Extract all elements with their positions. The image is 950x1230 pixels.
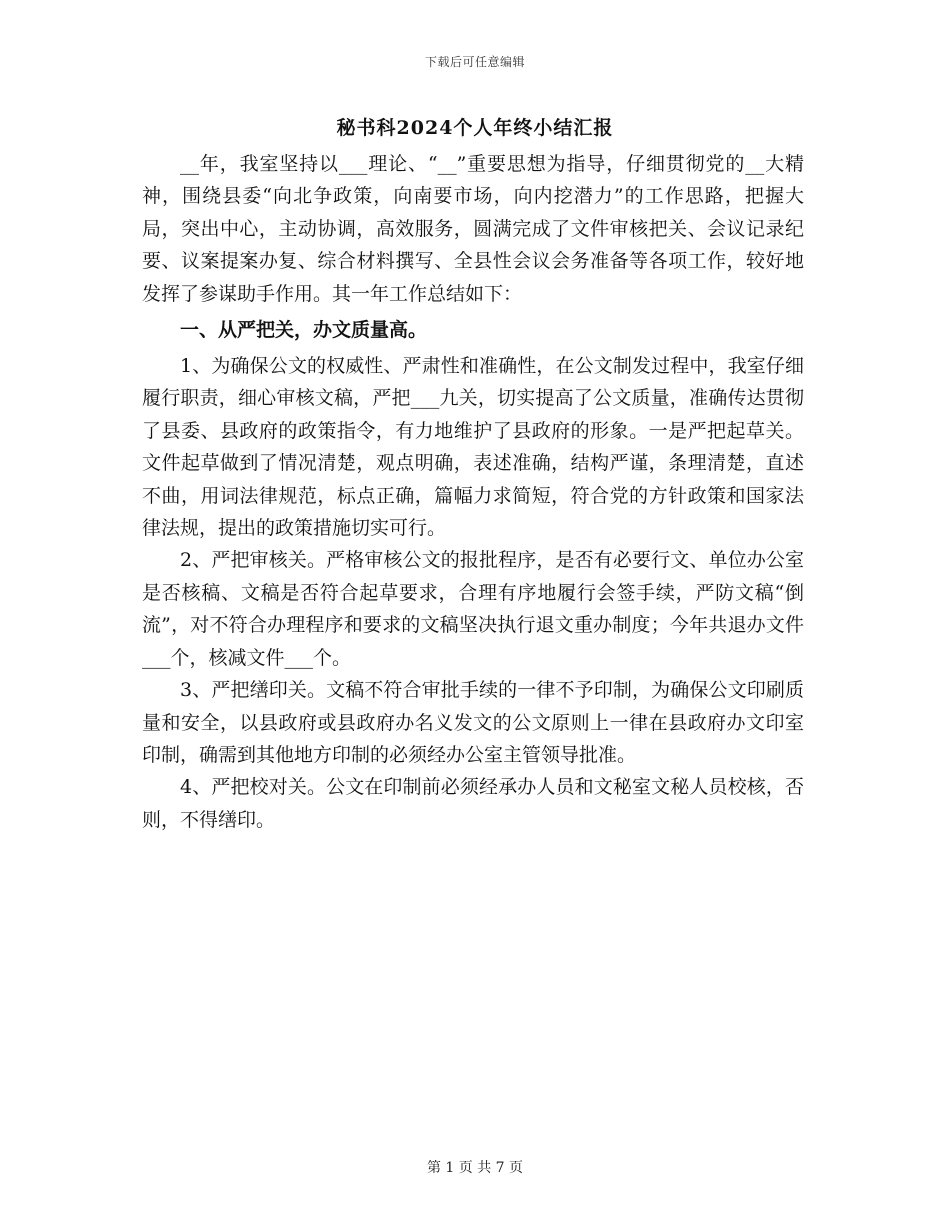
document-body <box>142 148 804 836</box>
document-title: 秘书科2024个人年终小结汇报 <box>336 117 614 139</box>
intro-paragraph: __年，我室坚持以___理论、“__”重要思想为指导，仔细贯彻党的__大精神，围绕县委“向北争政策，向南要市场，向内挖潜力”的工作思路，把握大局，突出中心，主动协调，高效服务，圆满完成了文件审核把关、会议记录纪要、议案提案办复、综合材料撰写、全县性会议会务准备等各项工作，较好地发挥了参谋助手作用。其一年工作总结如下： <box>142 153 804 305</box>
item-paragraph-3: 3、严把缮印关。文稿不符合审批手续的一律不予印制，为确保公文印刷质量和安全，以县政府或县政府办名义发文的公文原则上一律在县政府办文印室印制，确需到其他地方印制的必须经办公室主管领导批准。 <box>142 679 804 766</box>
header-note: 下载后可任意编辑 <box>424 55 525 69</box>
section-heading: 一、从严把关，办文质量高。 <box>180 319 428 342</box>
page-number: 第 1 页 共 7 页 <box>426 1160 524 1176</box>
item-paragraph-2: 2、严把审核关。严格审核公文的报批程序，是否有必要行文、单位办公室是否核稿、文稿是否符合起草要求，合理有序地履行会签手续，严防文稿“倒流”，对不符合办理程序和要求的文稿坚决执行退文重办制度；今年共退办文件___个，核减文件___个。 <box>142 549 804 669</box>
item-paragraph-1: 1、为确保公文的权威性、严肃性和准确性，在公文制发过程中，我室仔细履行职责，细心审核文稿，严把___九关，切实提高了公文质量，准确传达贯彻了县委、县政府的政策指令，有力地维护了县政府的形象。一是严把起草关。文件起草做到了情况清楚，观点明确，表述准确，结构严谨，条理清楚，直述不曲，用词法律规范，标点正确，篇幅力求简短，符合党的方针政策和国家法律法规，提出的政策措施切实可行。 <box>142 355 804 540</box>
item-paragraph-4: 4、严把校对关。公文在印制前必须经承办人员和文秘室文秘人员校核，否则，不得缮印。 <box>142 776 804 831</box>
